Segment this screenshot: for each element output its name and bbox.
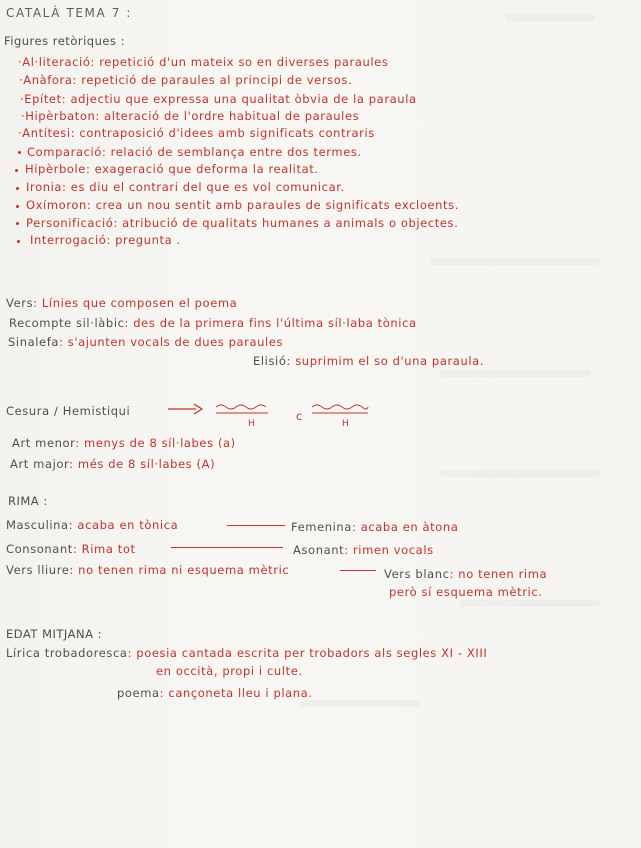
- figure-item: ·Epítet: adjectiu que expressa una qualitat òbvia de la paraula: [20, 92, 417, 106]
- vers-blanc-line-2: però sí esquema mètric.: [389, 585, 543, 599]
- vers-lliure-line: Vers lliure: no tenen rima ni esquema mètric: [6, 563, 290, 577]
- page-title: CATALÀ TEMA 7 :: [6, 6, 133, 20]
- figures-heading: Figures retòriques :: [4, 34, 125, 48]
- vers-line: Vers: Línies que composen el poema: [6, 296, 238, 310]
- connector-line: [227, 525, 285, 526]
- connector-line: [340, 570, 376, 571]
- art-menor-line: Art menor: menys de 8 síl·labes (a): [12, 436, 236, 450]
- bullet-dot: [15, 169, 18, 172]
- asonant-line: Asonant: rimen vocals: [293, 543, 434, 557]
- connector-line: [171, 547, 283, 548]
- masculina-line: Masculina: acaba en tònica: [6, 518, 179, 532]
- bullet-dot: [16, 187, 19, 190]
- cesura-diagram: [166, 400, 366, 432]
- figure-item: Personificació: atribució de qualitats humanes a animals o objectes.: [26, 216, 459, 230]
- femenina-line: Femenina: acaba en àtona: [291, 520, 459, 534]
- bleed-through: [300, 700, 420, 707]
- figure-item: Oxímoron: crea un nou sentit amb paraules de significats excloents.: [26, 198, 459, 212]
- figure-item: Interrogació: pregunta .: [30, 233, 181, 247]
- figure-item: ·Antítesi: contraposició d'idees amb significats contraris: [18, 126, 375, 140]
- figure-item: Hipèrbole: exageració que deforma la realitat.: [25, 162, 319, 176]
- bleed-through: [440, 470, 600, 477]
- bleed-through: [430, 258, 600, 265]
- cesura-mark: c: [296, 409, 303, 423]
- figure-item: ·Anàfora: repetició de paraules al principi de versos.: [19, 73, 353, 87]
- cesura-label: Cesura / Hemistiqui: [6, 404, 131, 418]
- bleed-through: [440, 370, 590, 377]
- lirica-line-2: en occità, propi i culte.: [156, 664, 303, 678]
- recompte-line: Recompte sil·làbic: des de la primera fins l'última síl·laba tònica: [9, 316, 417, 330]
- edat-mitjana-heading: EDAT MITJANA :: [6, 627, 102, 641]
- figure-item: ·Hipèrbaton: alteració de l'ordre habitual de paraules: [21, 109, 360, 123]
- figure-item: Comparació: relació de semblança entre dos termes.: [27, 145, 362, 159]
- sinalefa-line: Sinalefa: s'ajunten vocals de dues paraules: [8, 335, 284, 349]
- bullet-dot: [16, 205, 19, 208]
- bleed-through: [460, 600, 600, 607]
- vers-blanc-line: Vers blanc: no tenen rima: [384, 567, 548, 581]
- bullet-dot: [18, 151, 21, 154]
- poema-line: poema: cançoneta lleu i plana.: [117, 686, 313, 700]
- hemistiqui-mark-2: H: [342, 419, 350, 429]
- figure-item: Ironia: es diu el contrari del que es vol comunicar.: [26, 180, 345, 194]
- bullet-dot: [16, 222, 19, 225]
- figure-item: ·Al·literació: repetició d'un mateix so en diverses paraules: [18, 55, 389, 69]
- rima-heading: RIMA :: [8, 494, 48, 508]
- lirica-line: Lírica trobadoresca: poesia cantada escrita per trobadors als segles XI - XIII: [6, 646, 488, 660]
- elisio-line: Elisió: suprimim el so d'una paraula.: [253, 354, 485, 368]
- art-major-line: Art major: més de 8 síl·labes (A): [10, 457, 216, 471]
- hemistiqui-mark-1: H: [248, 419, 256, 429]
- bullet-dot: [17, 240, 20, 243]
- consonant-line: Consonant: Rima tot: [6, 542, 136, 556]
- bleed-through: [505, 14, 595, 21]
